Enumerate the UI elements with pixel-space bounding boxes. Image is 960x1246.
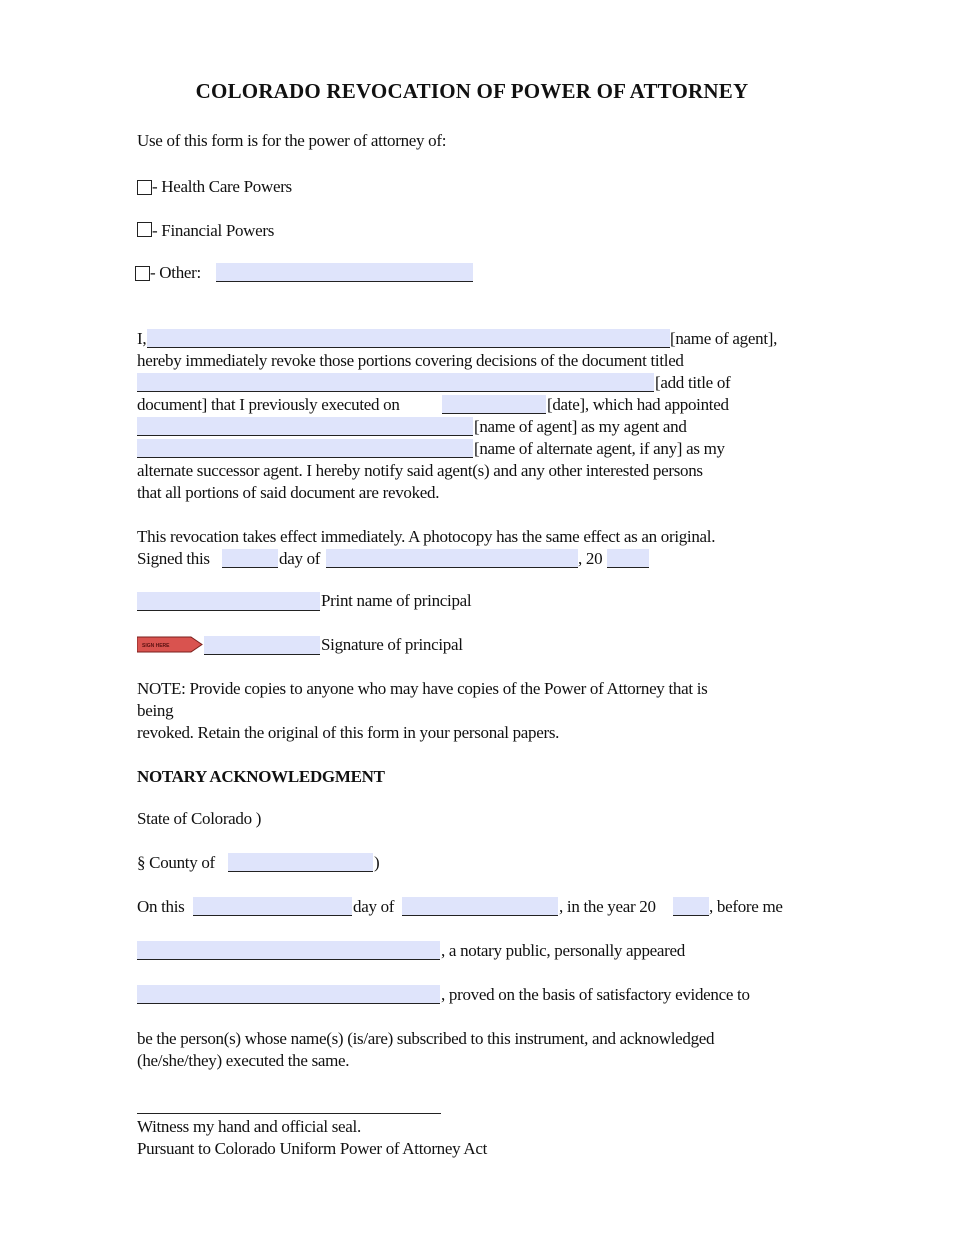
i-prefix: I, <box>137 329 147 348</box>
notary-public-name-field[interactable] <box>137 941 440 960</box>
pursuant-text: Pursuant to Colorado Uniform Power of Attorney Act <box>137 1139 487 1158</box>
notary-day-of-label: day of <box>353 897 395 916</box>
witness-text: Witness my hand and official seal. <box>137 1117 361 1136</box>
revoked-text: that all portions of said document are revoked. <box>137 483 440 502</box>
note-line-1: NOTE: Provide copies to anyone who may have copies of the Power of Attorney that is <box>137 679 708 698</box>
in-year-label: , in the year 20 <box>559 897 656 916</box>
note-line-2: being <box>137 701 174 720</box>
county-label: § County of <box>137 853 215 872</box>
appeared-person-field[interactable] <box>137 985 440 1004</box>
notary-public-text: , a notary public, personally appeared <box>441 941 685 960</box>
county-field[interactable] <box>228 853 373 872</box>
sign-here-arrow-icon <box>137 636 203 653</box>
signature-field[interactable] <box>204 636 320 655</box>
note-line-3: revoked. Retain the original of this form in your personal papers. <box>137 723 560 742</box>
document-title-field[interactable] <box>137 373 654 392</box>
year-prefix: , 20 <box>578 549 603 568</box>
proved-text: , proved on the basis of satisfactory evidence to <box>441 985 750 1004</box>
executed-on-text: document] that I previously executed on <box>137 395 400 414</box>
person-text-line-2: (he/she/they) executed the same. <box>137 1051 350 1070</box>
other-label: - Other: <box>150 263 201 282</box>
notary-signature-line <box>137 1113 441 1114</box>
date-hint: [date], which had appointed <box>547 395 729 414</box>
principal-name-field[interactable] <box>147 329 670 348</box>
agent-hint: [name of agent] as my agent and <box>474 417 687 436</box>
day-of-label: day of <box>279 549 321 568</box>
document-title: COLORADO REVOCATION OF POWER OF ATTORNEY <box>195 79 749 103</box>
person-text-line-1: be the person(s) whose name(s) (is/are) subscribed to this instrument, and acknowledged <box>137 1029 715 1048</box>
signed-day-field[interactable] <box>222 549 278 568</box>
print-name-field[interactable] <box>137 592 320 611</box>
health-care-label: - Health Care Powers <box>152 177 292 196</box>
alternate-agent-hint: [name of alternate agent, if any] as my <box>474 439 725 458</box>
revoke-text: hereby immediately revoke those portions covering decisions of the document titled <box>137 351 684 370</box>
effect-text: This revocation takes effect immediately. A photocopy has the same effect as an original. <box>137 527 716 546</box>
alternate-agent-field[interactable] <box>137 439 473 458</box>
on-this-label: On this <box>137 897 185 916</box>
notary-month-field[interactable] <box>402 897 558 916</box>
notary-heading: NOTARY ACKNOWLEDGMENT <box>137 767 385 786</box>
signature-label: Signature of principal <box>321 635 463 654</box>
date-field[interactable] <box>442 395 546 414</box>
sign-here-text: SIGN HERE <box>142 643 170 649</box>
intro-text: Use of this form is for the power of attorney of: <box>137 131 447 150</box>
financial-checkbox[interactable] <box>137 222 152 237</box>
print-name-label: Print name of principal <box>321 591 472 610</box>
add-title-hint: [add title of <box>655 373 731 392</box>
signed-this-label: Signed this <box>137 549 210 568</box>
state-text: State of Colorado ) <box>137 809 262 828</box>
signed-month-field[interactable] <box>326 549 578 568</box>
notary-year-field[interactable] <box>673 897 709 916</box>
agent-name-field[interactable] <box>137 417 473 436</box>
other-checkbox[interactable] <box>135 266 150 281</box>
name-of-agent-hint: [name of agent], <box>670 329 778 348</box>
other-field[interactable] <box>216 263 473 282</box>
financial-label: - Financial Powers <box>152 221 275 240</box>
before-me-label: , before me <box>709 897 783 916</box>
signed-year-field[interactable] <box>607 549 649 568</box>
notify-text: alternate successor agent. I hereby notify said agent(s) and any other interested persons <box>137 461 703 480</box>
county-close-paren: ) <box>374 853 380 872</box>
health-care-checkbox[interactable] <box>137 180 152 195</box>
notary-day-field[interactable] <box>193 897 352 916</box>
